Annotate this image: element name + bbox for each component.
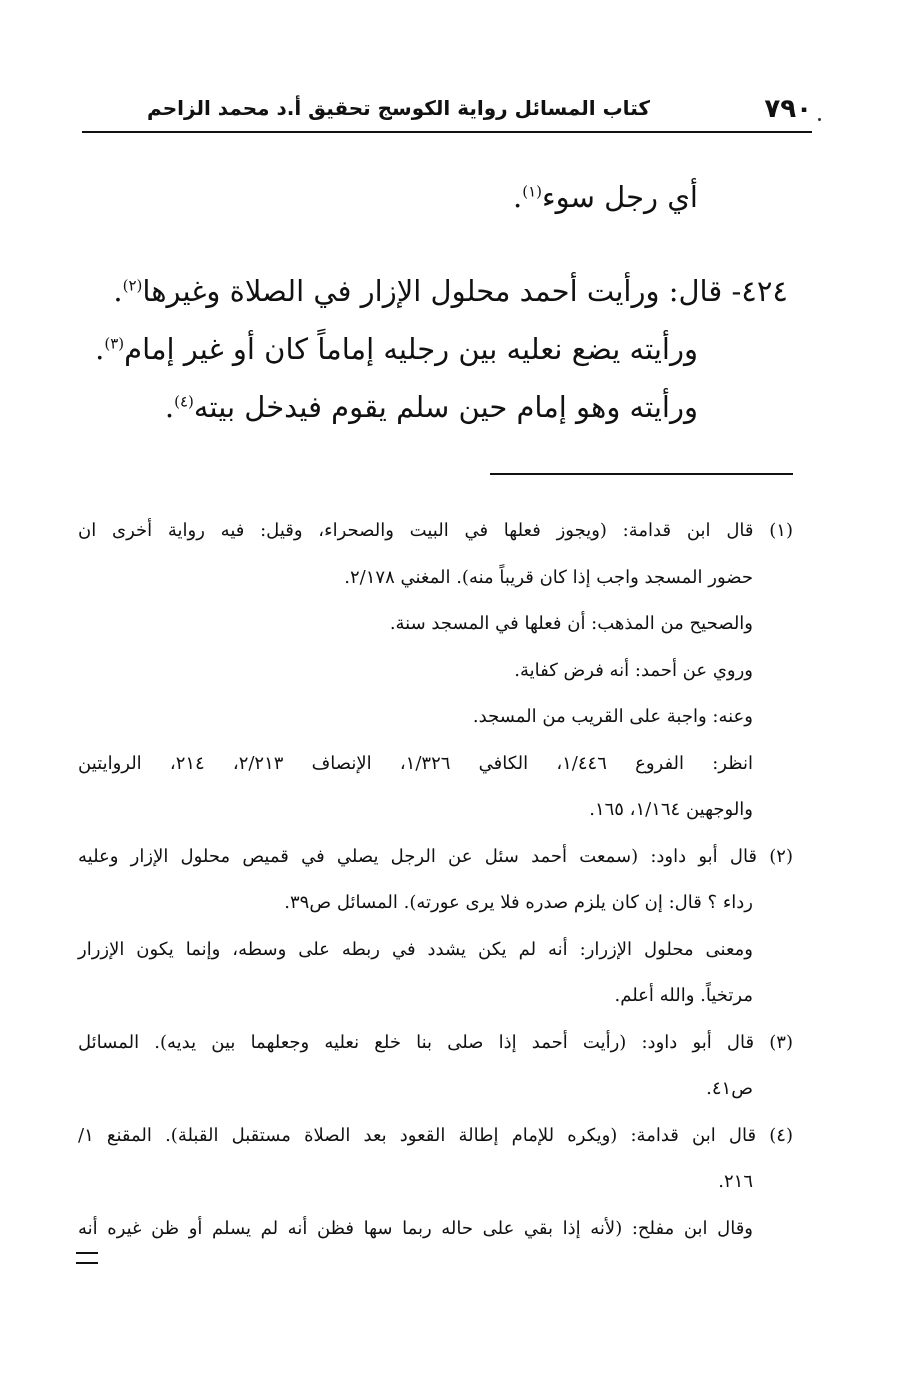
page-number: ٧٩٠ [764,94,812,124]
footnote-line: انظر: الفروع ١/٤٤٦، الكافي ١/٣٢٦، الإنصاف ٢/٢١٣، ٢١٤، الروايتين [78,752,753,774]
main-line: ورأيته وهو إمام حين سلم يقوم فيدخل بيته$^{(٤)}$. [164,390,698,424]
footnote-line: والصحيح من المذهب: أن فعلها في المسجد سنة. [389,613,753,634]
footnote-line: والوجهين ١/١٦٤، ١٦٥. [589,799,753,820]
footnote-line: حضور المسجد واجب إذا كان قريباً منه). المغني ٢/١٧٨. [344,566,753,588]
page-speck [818,118,821,121]
footnote-number: (٤) [769,1124,793,1146]
footnote-line: (٢) قال أبو داود: (سمعت أحمد سئل عن الرجل يصلي في قميص محلول الإزار وعليه [78,834,793,881]
main-line: ورأيته يضع نعليه بين رجليه إماماً كان أو غير إمام$^{(٣)}$. [95,332,698,366]
main-text [95,168,788,436]
page-header [82,92,812,132]
footnote-line: ص٤١. [706,1078,753,1099]
footnote-ref: (٤) [174,392,194,411]
footnote-line: مرتخياً. والله أعلم. [614,985,753,1006]
footnote-line: (١) قال ابن قدامة: (ويجوز فعلها في البيت والصحراء، وقيل: فيه رواية أخرى ان [78,508,793,555]
footnote-line: (٤) قال ابن قدامة: (ويكره للإمام إطالة القعود بعد الصلاة مستقبل القبلة). المقنع ١/ [78,1113,793,1160]
footnote-line: ٢١٦. [718,1171,753,1192]
footnote-separator [490,473,793,475]
footnote-line: رداء ؟ قال: إن كان يلزم صدره فلا يرى عورته). المسائل ص٣٩. [284,892,753,913]
footnote-line: وروي عن أحمد: أنه فرض كفاية. [514,659,753,681]
footnote-line: ومعنى محلول الإزرار: أنه لم يكن يشدد في ربطه على وسطه، وإنما يكون الإزرار [78,938,753,960]
footnote-number: (٣) [769,1031,793,1053]
main-line: أي رجل سوء$^{(١)}$. [512,180,698,214]
continuation-mark [76,1252,98,1264]
footnote-line: وعنه: واجبة على القريب من المسجد. [472,706,753,727]
footnote-line: (٣) قال أبو داود: (رأيت أحمد إذا صلى بنا خلع نعليه وجعلهما بين يديه). المسائل [78,1020,793,1067]
main-line: ٤٢٤- قال: ورأيت أحمد محلول الإزار في الصلاة وغيرها$^{(٢)}$. [113,274,788,308]
footnote-number: (٢) [769,845,793,867]
header-rule [82,131,812,133]
running-title: كتاب المسائل رواية الكوسج تحقيق أ.د محمد الزاحم [147,96,650,120]
footnote-ref: (٣) [104,334,125,353]
footnote-ref: (١) [522,182,542,201]
footnote-line: وقال ابن مفلح: (لأنه إذا بقي على حاله ربما سها فظن أنه لم يسلم أو ظن غيره أنه [78,1217,753,1239]
footnote-number: (١) [769,520,793,541]
footnote-ref: (٢) [122,276,143,295]
footnotes [78,508,793,1252]
